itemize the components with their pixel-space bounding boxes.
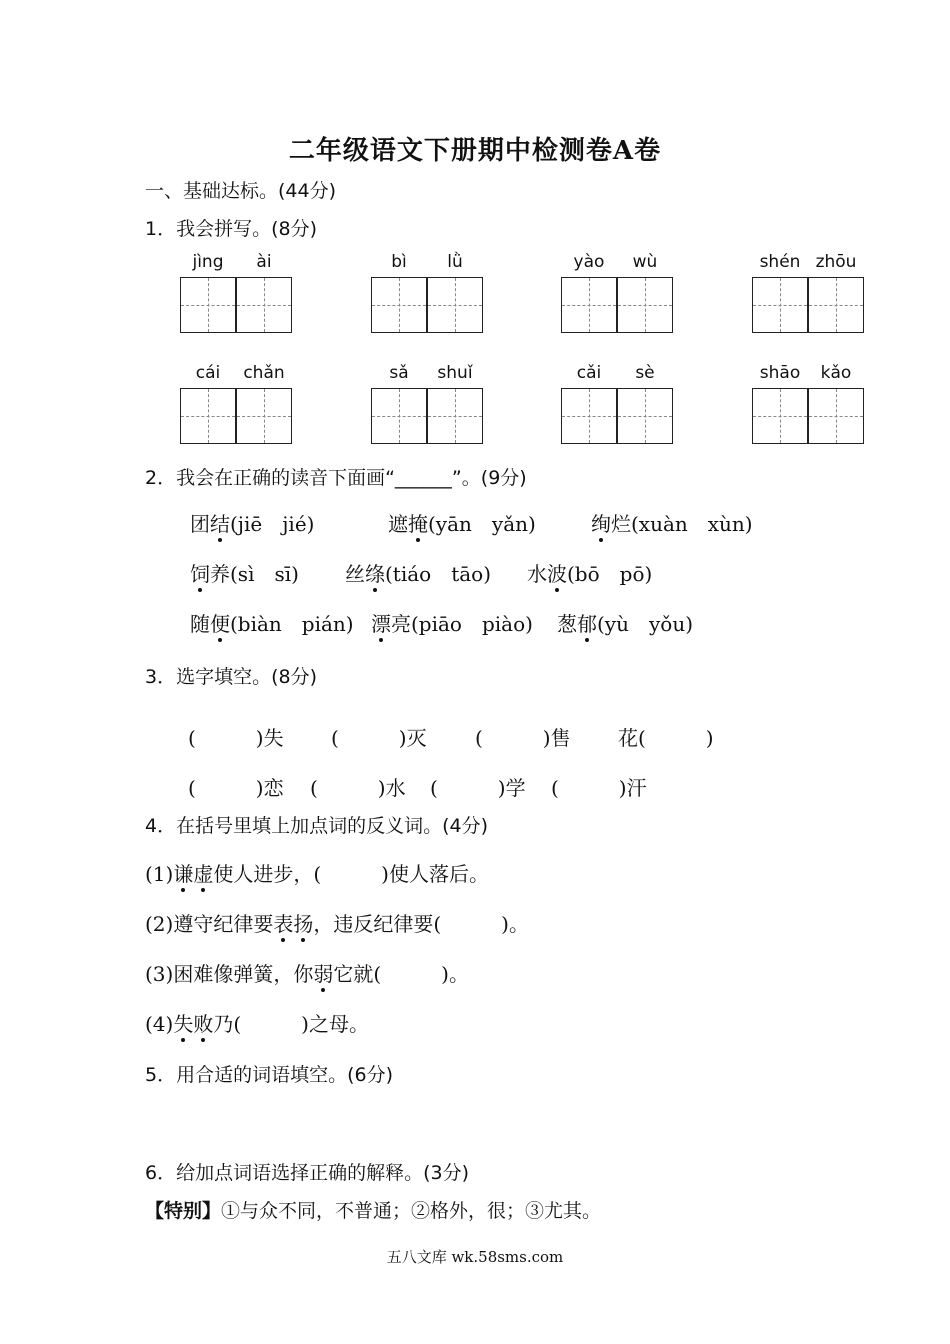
definition-line (145, 1196, 601, 1223)
writing-cell[interactable] (371, 277, 427, 333)
writing-cell[interactable] (236, 388, 292, 444)
pronunciation-item: 饲养(sì sī) (190, 562, 299, 586)
question-3-heading: 3．选字填空。(8分) (145, 666, 318, 688)
fill-blank-item[interactable]: ( )学 (430, 776, 526, 800)
fill-blank-item[interactable]: ( )水 (310, 776, 406, 800)
pinyin-label: ài (256, 252, 272, 272)
pinyin-label: bì (391, 252, 407, 272)
pinyin-label: shāo (759, 363, 801, 383)
writing-cell[interactable] (808, 388, 864, 444)
writing-cell[interactable] (371, 388, 427, 444)
pronunciation-item: 漂亮(piāo piào) (371, 612, 533, 636)
antonym-sentence-4: (4)失败乃( )之母。 (145, 1012, 369, 1036)
page-title: 二年级语文下册期中检测卷A卷 (288, 136, 662, 166)
pronunciation-item: 遮掩(yān yǎn) (388, 512, 536, 536)
pinyin-label: sè (635, 363, 655, 383)
question-2-heading: 2．我会在正确的读音下面画“______”。(9分) (145, 467, 527, 489)
writing-cell[interactable] (617, 277, 673, 333)
fill-blank-item[interactable]: ( )失 (188, 726, 284, 750)
question-1-heading: 1．我会拼写。(8分) (145, 218, 318, 240)
writing-cell[interactable] (752, 277, 808, 333)
definitions: ①与众不同，不普通；②格外，很；③尤其。 (221, 1200, 602, 1222)
writing-cell[interactable] (561, 388, 617, 444)
pronunciation-item: 绚烂(xuàn xùn) (591, 512, 753, 536)
special-label: 【特别】 (145, 1200, 222, 1222)
pinyin-label: chǎn (243, 363, 285, 383)
fill-blank-item[interactable]: 花( ) (618, 726, 714, 750)
fill-blank-item[interactable]: ( )恋 (188, 776, 284, 800)
pinyin-label: jìng (192, 252, 224, 272)
pronunciation-item: 丝绦(tiáo tāo) (345, 562, 492, 586)
question-6-heading: 6．给加点词语选择正确的解释。(3分) (145, 1162, 470, 1184)
fill-blank-item[interactable]: ( )灭 (331, 726, 427, 750)
pinyin-label: cái (195, 363, 221, 383)
pinyin-label: yào (573, 252, 605, 272)
pinyin-label: kǎo (820, 363, 852, 383)
pinyin-label: cǎi (576, 363, 602, 383)
pronunciation-item: 水波(bō pō) (527, 562, 653, 586)
writing-cell[interactable] (427, 277, 483, 333)
pinyin-label: shuǐ (437, 363, 473, 383)
pronunciation-item: 随便(biàn pián) (190, 612, 354, 636)
writing-cell[interactable] (180, 388, 236, 444)
writing-cell[interactable] (808, 277, 864, 333)
antonym-sentence-1: (1)谦虚使人进步，( )使人落后。 (145, 862, 489, 886)
pronunciation-item: 葱郁(yù yǒu) (557, 612, 694, 636)
pinyin-label: lǜ (447, 252, 463, 272)
section-heading: 一、基础达标。(44分) (145, 180, 337, 202)
fill-blank-item[interactable]: ( )售 (475, 726, 571, 750)
question-5-heading: 5．用合适的词语填空。(6分) (145, 1064, 394, 1086)
pinyin-label: wù (632, 252, 658, 272)
writing-cell[interactable] (561, 277, 617, 333)
fill-blank-item[interactable]: ( )汗 (551, 776, 647, 800)
antonym-sentence-3: (3)困难像弹簧，你弱它就( )。 (145, 962, 469, 986)
pinyin-label: sǎ (389, 363, 409, 383)
writing-cell[interactable] (617, 388, 673, 444)
footer-watermark: 五八文库 wk.58sms.com (386, 1248, 564, 1266)
antonym-sentence-2: (2)遵守纪律要表扬，违反纪律要( )。 (145, 912, 529, 936)
pinyin-label: shén (759, 252, 801, 272)
writing-cell[interactable] (236, 277, 292, 333)
writing-cell[interactable] (180, 277, 236, 333)
writing-cell[interactable] (427, 388, 483, 444)
pronunciation-item: 团结(jiē jié) (190, 512, 315, 536)
writing-cell[interactable] (752, 388, 808, 444)
question-4-heading: 4．在括号里填上加点词的反义词。(4分) (145, 815, 489, 837)
pinyin-label: zhōu (815, 252, 857, 272)
